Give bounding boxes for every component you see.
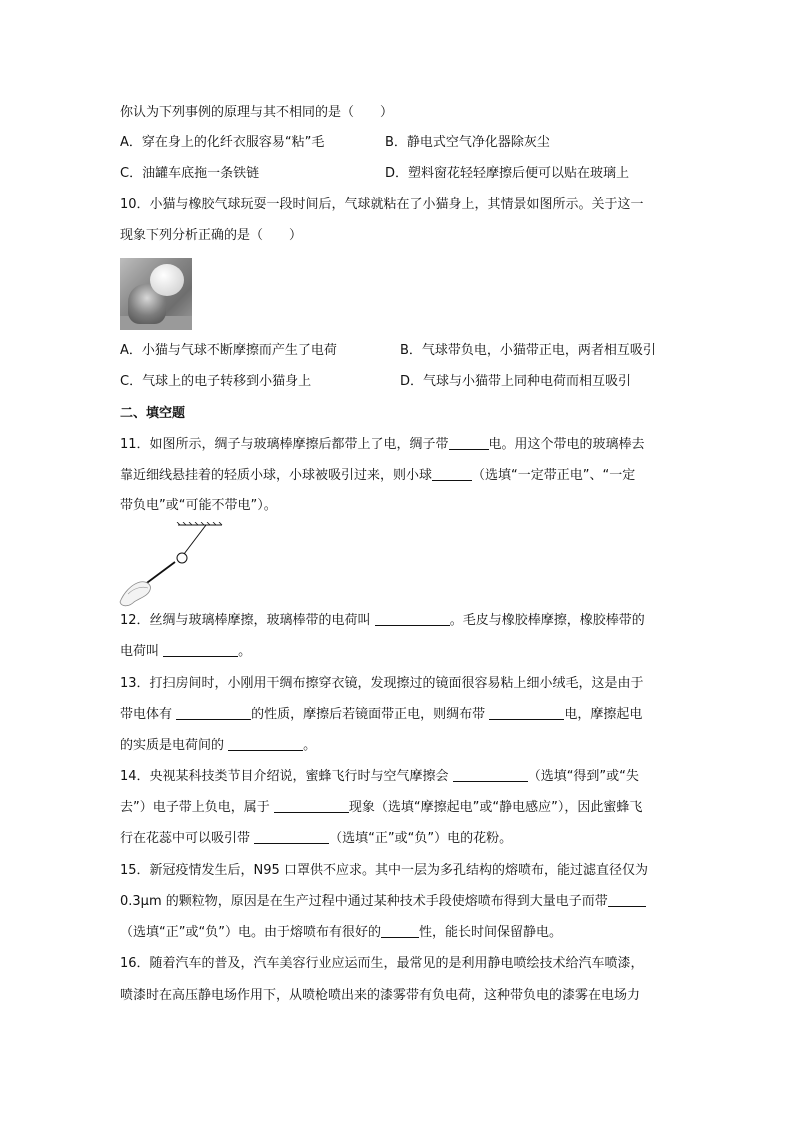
- q9-option-d: D．塑料窗花轻轻摩擦后便可以贴在玻璃上: [385, 166, 630, 181]
- q13-text-2b: 的性质，摩擦后若镜面带正电，则绸布带: [251, 707, 486, 722]
- q13-text-3a: 的实质是电荷间的: [120, 738, 225, 753]
- q11-blank-2[interactable]: [432, 467, 472, 481]
- q16-line2: 喷漆时在高压静电场作用下，从喷枪喷出来的漆雾带有负电荷，这种带负电的漆雾在电场力: [120, 988, 641, 1003]
- q12-blank-2[interactable]: [163, 643, 238, 657]
- q13-text-3b: 。: [303, 738, 317, 753]
- q14-text-3b: （选填“正”或“负”）电的花粉。: [329, 831, 513, 846]
- q12-blank-1[interactable]: [375, 612, 450, 626]
- q12-text-2a: 电荷叫: [120, 644, 160, 659]
- q13-blank-3[interactable]: [228, 737, 303, 751]
- q14-text-3a: 行在花蕊中可以吸引带: [120, 831, 251, 846]
- q14-text-1b: （选填“得到”或“失: [527, 769, 639, 784]
- q9-option-a: A．穿在身上的化纤衣服容易“粘”毛: [120, 135, 325, 150]
- q14-text-2a: 去”）电子带上负电，属于: [120, 800, 270, 815]
- q14-line2: [120, 799, 642, 817]
- q13-line1: 13．打扫房间时，小刚用干绸布擦穿衣镜，发现擦过的镜面很容易粘上细小绒毛，这是由于: [120, 676, 644, 691]
- q15-blank-1[interactable]: [608, 893, 646, 907]
- q11-blank-1[interactable]: [449, 436, 489, 450]
- q9-option-c: C．油罐车底拖一条铁链: [120, 166, 260, 181]
- q10-option-a: A．小猫与气球不断摩擦而产生了电荷: [120, 343, 337, 358]
- q14-text-2b: 现象（选填“摩擦起电”或“静电感应”），因此蜜蜂飞: [348, 800, 643, 815]
- q13-blank-1[interactable]: [176, 706, 251, 720]
- q10-stem-line2: 现象下列分析正确的是（ ）: [120, 228, 303, 243]
- q9-option-b: B．静电式空气净化器除灰尘: [385, 135, 550, 150]
- q12-text-1b: 。毛皮与橡胶棒摩擦，橡胶棒带的: [449, 613, 645, 628]
- q15-text-3b: 性，能长时间保留静电。: [418, 925, 562, 940]
- thread: [184, 525, 206, 554]
- q11-text-1a: 11．如图所示，绸子与玻璃棒摩擦后都带上了电，绸子带: [120, 437, 449, 452]
- q13-line2: [120, 706, 642, 724]
- q13-text-2a: 带电体有: [120, 707, 173, 722]
- glass-rod-ball-figure: [118, 522, 228, 608]
- q14-blank-2[interactable]: [274, 799, 349, 813]
- q16-line1: 16．随着汽车的普及，汽车美容行业应运而生，最常见的是利用静电喷绘技术给汽车喷漆，: [120, 956, 644, 971]
- q12-line2: [120, 643, 251, 661]
- q13-line3: [120, 737, 316, 755]
- q13-text-2c: 电，摩擦起电: [564, 707, 643, 722]
- q15-text-3a: （选填“正”或“负”）电。由于熔喷布有很好的: [120, 925, 381, 940]
- cat-balloon-photo: [120, 258, 192, 330]
- q10-option-b: B．气球带负电，小猫带正电，两者相互吸引: [400, 343, 656, 358]
- q11-line2: [120, 467, 635, 485]
- q15-line1: 15．新冠疫情发生后，N95 口罩供不应求。其中一层为多孔结构的熔喷布，能过滤直径仅为: [120, 863, 648, 878]
- q10-option-c: C．气球上的电子转移到小猫身上: [120, 374, 312, 389]
- q12-text-2b: 。: [238, 644, 252, 659]
- q11-text-2b: （选填“一定带正电”、“一定: [472, 468, 636, 483]
- q15-blank-2[interactable]: [381, 924, 419, 938]
- q14-blank-3[interactable]: [254, 830, 329, 844]
- q14-line1: [120, 768, 639, 786]
- q14-blank-1[interactable]: [453, 768, 528, 782]
- light-ball: [177, 553, 187, 563]
- q15-line3: [120, 924, 562, 942]
- q10-stem-line1: 10．小猫与橡胶气球玩耍一段时间后，气球就粘在了小猫身上，其情景如图所示。关于这一: [120, 197, 644, 212]
- hand-figure: [120, 582, 150, 606]
- q10-option-d: D．气球与小猫带上同种电荷而相互吸引: [400, 374, 632, 389]
- q14-line3: [120, 830, 512, 848]
- q11-line1: [120, 436, 645, 454]
- q13-blank-2[interactable]: [489, 706, 564, 720]
- q14-text-1a: 14．央视某科技类节目介绍说，蜜蜂飞行时与空气摩擦会: [120, 769, 449, 784]
- q11-text-1b: 电。用这个带电的玻璃棒去: [488, 437, 645, 452]
- q12-line1: [120, 612, 645, 630]
- section-heading: 二、填空题: [120, 406, 186, 421]
- q15-text-2: 0.3μm 的颗粒物，原因是在生产过程中通过某种技术手段使熔喷布得到大量电子而带: [120, 894, 608, 909]
- balloon-figure: [150, 264, 184, 296]
- q11-line3: 带负电”或“可能不带电”）。: [120, 498, 277, 513]
- q15-line2: [120, 893, 646, 911]
- q9-stem: 你认为下列事例的原理与其不相同的是（ ）: [120, 105, 394, 120]
- q12-text-1a: 12．丝绸与玻璃棒摩擦，玻璃棒带的电荷叫: [120, 613, 371, 628]
- q11-text-2a: 靠近细线悬挂着的轻质小球，小球被吸引过来，则小球: [120, 468, 433, 483]
